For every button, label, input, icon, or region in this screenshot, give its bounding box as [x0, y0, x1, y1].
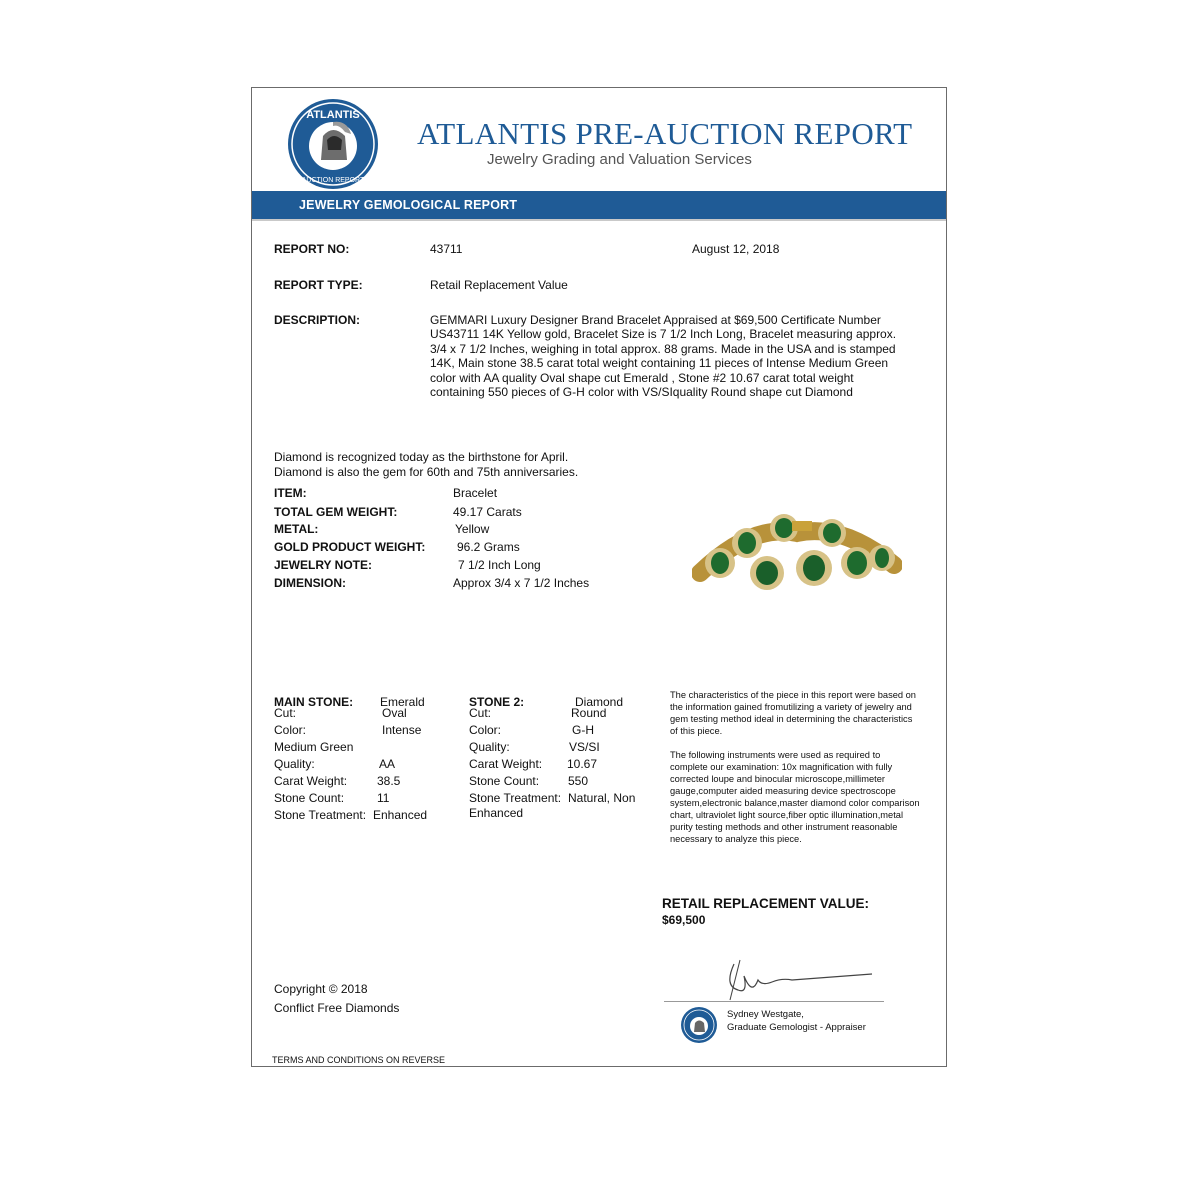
copyright: Copyright © 2018 — [274, 982, 368, 996]
jewelry-note-value: 7 1/2 Inch Long — [458, 558, 541, 572]
stone2-cut-value: Round — [571, 706, 607, 720]
report-no-label: REPORT NO: — [274, 242, 350, 256]
description-text: GEMMARI Luxury Designer Brand Bracelet Appraised at $69,500 Certificate Number US43711 14K Yellow gold, Bracelet Size is 7 1/2 Inch Long, Bracelet measuring approx. 3/4 x 7 1/2 Inches, weighing in total approx. 88 grams. Made in the USA and is stamped 14K, Main stone 38.5 carat total weight containing 11 pieces of Intense Medium Green color with AA quality Oval shape cut Emerald , Stone #2 10.67 carat total weight containing 550 pieces of G-H color with VS/SIquality Round shape cut Diamond — [430, 313, 897, 400]
metal-label: METAL: — [274, 522, 319, 536]
appraiser-title: Graduate Gemologist - Appraiser — [727, 1022, 866, 1033]
bracelet-photo — [692, 503, 902, 598]
testing-notes — [670, 689, 920, 857]
main-color-value: Intense — [382, 723, 422, 737]
report-page — [251, 87, 947, 1067]
signature-name — [727, 1008, 866, 1034]
stone2-treatment-label: Stone Treatment: — [469, 791, 562, 805]
stone2-name: Diamond — [575, 695, 624, 709]
report-subtitle: Jewelry Grading and Valuation Services — [487, 151, 752, 168]
main-treatment-label: Stone Treatment: — [274, 808, 367, 822]
main-count-value: 11 — [377, 791, 390, 805]
appraiser-name: Sydney Westgate, — [727, 1009, 804, 1020]
conflict-free: Conflict Free Diamonds — [274, 1001, 400, 1015]
report-title: ATLANTIS PRE-AUCTION REPORT — [417, 116, 913, 151]
main-treatment-value: Enhanced — [373, 808, 428, 822]
notes-paragraph-1: The characteristics of the piece in this report were based on the information gained fromutilizing a variety of jewelry and gem testing method ideal in determining the characteristics of this piece. — [670, 690, 916, 736]
main-color-value-2: Medium Green — [274, 740, 354, 754]
stone2-carat-label: Carat Weight: — [469, 757, 543, 771]
retail-value-amount: $69,500 — [662, 913, 706, 927]
main-carat-label: Carat Weight: — [274, 774, 348, 788]
metal-value: Yellow — [455, 522, 490, 536]
main-quality-value: AA — [379, 757, 396, 771]
atlantis-logo — [287, 98, 379, 190]
main-quality-label: Quality: — [274, 757, 315, 771]
stone2-quality-label: Quality: — [469, 740, 510, 754]
report-no-value: 43711 — [430, 242, 463, 256]
main-count-label: Stone Count: — [274, 791, 345, 805]
gold-weight-value: 96.2 Grams — [457, 540, 520, 554]
signature-icon — [722, 956, 882, 1001]
section-band-label: JEWELRY GEMOLOGICAL REPORT — [299, 198, 518, 212]
atlantis-stamp-icon — [680, 1006, 718, 1044]
main-color-label: Color: — [274, 723, 307, 737]
stone2-quality-value: VS/SI — [569, 740, 600, 754]
signature-line — [664, 1001, 884, 1002]
stone2-color-value: G-H — [572, 723, 594, 737]
stone2-label: STONE 2: — [469, 695, 525, 709]
dimension-label: DIMENSION: — [274, 576, 346, 590]
stone2-cut-label: Cut: — [469, 706, 492, 720]
report-type-label: REPORT TYPE: — [274, 278, 363, 292]
item-value: Bracelet — [453, 486, 498, 500]
dimension-value: Approx 3/4 x 7 1/2 Inches — [453, 576, 590, 590]
stone2-treatment-value: Natural, Non — [568, 791, 636, 805]
total-gem-weight-label: TOTAL GEM WEIGHT: — [274, 505, 398, 519]
stone2-carat-value: 10.67 — [567, 757, 598, 771]
stone2-count-label: Stone Count: — [469, 774, 540, 788]
svg-text:AUCTION REPORT: AUCTION REPORT — [301, 177, 365, 184]
svg-text:ATLANTIS: ATLANTIS — [306, 109, 360, 121]
total-gem-weight-value: 49.17 Carats — [453, 505, 522, 519]
main-stone-name: Emerald — [380, 695, 425, 709]
report-date: August 12, 2018 — [692, 242, 780, 256]
retail-value-label: RETAIL REPLACEMENT VALUE: — [662, 896, 870, 911]
terms-note: TERMS AND CONDITIONS ON REVERSE — [272, 1055, 446, 1065]
main-cut-value: Oval — [382, 706, 407, 720]
description-label: DESCRIPTION: — [274, 313, 361, 327]
stone2-color-label: Color: — [469, 723, 502, 737]
stone2-count-value: 550 — [568, 774, 589, 788]
main-stone-label: MAIN STONE: — [274, 695, 354, 709]
item-label: ITEM: — [274, 486, 307, 500]
section-band — [252, 191, 946, 221]
jewelry-note-label: JEWELRY NOTE: — [274, 558, 373, 572]
stone2-treatment-value-2: Enhanced — [469, 806, 524, 820]
main-cut-label: Cut: — [274, 706, 297, 720]
birthstone-line-1: Diamond is recognized today as the birthstone for April. — [274, 450, 569, 464]
notes-paragraph-2: The following instruments were used as required to complete our examination: 10x magnification with fully corrected loupe and binocular microscope,millimeter gauge,computer aided measuring device spectroscope system,electronic balance,master diamond color comparison chart, ultraviolet light source,fiber optic illumination,metal purity testing methods and other instrument reasonable necessary to analyze this piece. — [670, 750, 920, 844]
gold-weight-label: GOLD PRODUCT WEIGHT: — [274, 540, 426, 554]
birthstone-line-2: Diamond is also the gem for 60th and 75th anniversaries. — [274, 465, 579, 479]
report-type-value: Retail Replacement Value — [430, 278, 568, 292]
main-carat-value: 38.5 — [377, 774, 401, 788]
